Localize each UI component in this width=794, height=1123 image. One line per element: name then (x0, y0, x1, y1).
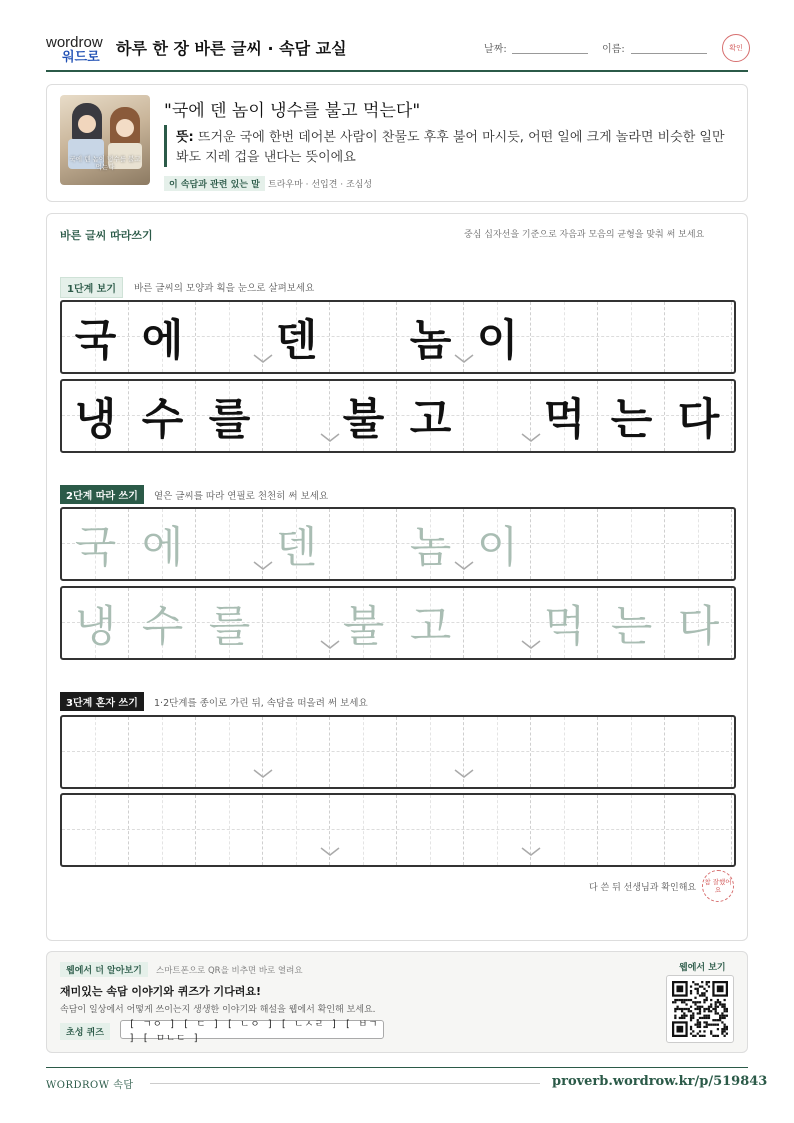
word-space-chevron-icon (320, 433, 340, 443)
practice-glyph: 에 (141, 522, 184, 573)
grid-cell[interactable] (330, 717, 397, 787)
proverb-title: "국에 덴 놈이 냉수를 불고 먹는다" (164, 101, 421, 121)
step2-badge: 2단계 따라 쓰기 (60, 485, 144, 504)
chosung-quiz: [ ㄱㅇ ] [ ㄷ ] [ ㄴㅇ ] [ ㄴㅅㄹ ] [ ㅂㄱ ] [ ㅁㄴㄷ ] (120, 1020, 384, 1039)
qr-hint: 스마트폰으로 QR을 비추면 바로 열려요 (156, 966, 303, 976)
grid-cell[interactable] (598, 509, 665, 579)
logo-korean: 워드로 (62, 50, 100, 65)
practice-glyph: 를 (208, 394, 251, 445)
footer-line (150, 1083, 540, 1084)
practice-glyph: 놈 (409, 315, 452, 366)
word-space-chevron-icon (320, 640, 340, 650)
grid-cell (598, 302, 665, 372)
grid-cell (665, 302, 732, 372)
name-field[interactable] (631, 53, 707, 54)
date-label: 날짜: (484, 44, 507, 55)
grid-cell[interactable] (531, 509, 598, 579)
practice-glyph: 수 (141, 601, 184, 652)
stamp-bottom-text: 참 잘했어요 (704, 878, 732, 894)
practice-glyph: 다 (677, 601, 720, 652)
grid-cell[interactable] (196, 795, 263, 865)
step1-badge: 1단계 보기 (60, 277, 123, 298)
step3-badge: 3단계 혼자 쓰기 (60, 692, 144, 711)
header-divider (46, 70, 748, 72)
step1-row-1 (60, 300, 736, 374)
practice-glyph: 고 (409, 601, 452, 652)
grid-cell[interactable] (397, 795, 464, 865)
grid-cell[interactable] (598, 795, 665, 865)
footer-url[interactable]: proverb.wordrow.kr/p/519843 (552, 1074, 768, 1089)
meaning-label: 뜻: (176, 130, 194, 145)
grid-cell[interactable] (62, 717, 129, 787)
web-headline: 재미있는 속담 이야기와 퀴즈가 기다려요! (60, 985, 261, 998)
web-more-badge: 웹에서 더 알아보기 (60, 962, 148, 977)
word-space-chevron-icon (454, 354, 474, 364)
good-job-stamp-icon (702, 870, 734, 902)
practice-glyph: 는 (610, 601, 653, 652)
practice-glyph: 불 (342, 394, 385, 445)
word-space-chevron-icon (521, 433, 541, 443)
grid-cell[interactable] (464, 717, 531, 787)
date-field[interactable] (512, 53, 588, 54)
step1-desc: 바른 글씨의 모양과 획을 눈으로 살펴보세요 (134, 283, 315, 294)
logo-text: wordrow (46, 34, 103, 51)
web-subtext: 속담이 일상에서 어떻게 쓰이는지 생생한 이야기와 해설을 웹에서 확인해 보세요. (60, 1005, 376, 1015)
grid-cell[interactable] (129, 795, 196, 865)
step2-desc: 옅은 글씨를 따라 연필로 천천히 써 보세요 (154, 491, 329, 502)
practice-glyph: 이 (476, 522, 519, 573)
practice-glyph: 이 (476, 315, 519, 366)
web-view-label: 웹에서 보기 (679, 963, 726, 973)
check-stamp-icon (722, 34, 750, 62)
step2-row-2[interactable] (60, 586, 736, 660)
meaning-accent-bar (164, 125, 167, 167)
word-space-chevron-icon (253, 561, 273, 571)
grid-cell (531, 302, 598, 372)
word-space-chevron-icon (454, 769, 474, 779)
grid-cell[interactable] (330, 509, 397, 579)
step3-row-1[interactable] (60, 715, 736, 789)
practice-note: 중심 십자선을 기준으로 자음과 모음의 균형을 맞춰 써 보세요 (464, 230, 705, 240)
practice-glyph: 놈 (409, 522, 452, 573)
grid-cell[interactable] (62, 795, 129, 865)
illustration-caption: 국에 덴 놈이 냉수를 불고 먹는다 (69, 155, 141, 171)
practice-glyph: 먹 (543, 601, 586, 652)
proverb-illustration (60, 95, 150, 185)
word-space-chevron-icon (253, 354, 273, 364)
wordrow-logo (46, 34, 110, 64)
practice-glyph: 에 (141, 315, 184, 366)
practice-glyph: 고 (409, 394, 452, 445)
practice-title: 바른 글씨 따라쓰기 (60, 229, 153, 242)
footer-divider (46, 1067, 748, 1068)
practice-glyph: 다 (677, 394, 720, 445)
practice-glyph: 는 (610, 394, 653, 445)
grid-cell[interactable] (665, 717, 732, 787)
practice-glyph: 덴 (275, 522, 318, 573)
word-space-chevron-icon (521, 847, 541, 857)
footer-brand: WORDROW 속담 (46, 1080, 134, 1091)
grid-cell[interactable] (665, 509, 732, 579)
qr-code-icon[interactable] (666, 975, 734, 1043)
grid-cell[interactable] (598, 717, 665, 787)
practice-glyph: 국 (74, 315, 117, 366)
practice-glyph: 냉 (74, 394, 117, 445)
practice-glyph: 국 (74, 522, 117, 573)
related-words-badge: 이 속담과 관련 있는 말 (164, 176, 265, 191)
word-space-chevron-icon (253, 769, 273, 779)
grid-cell[interactable] (330, 795, 397, 865)
name-label: 이름: (602, 44, 625, 55)
practice-glyph: 불 (342, 601, 385, 652)
grid-cell[interactable] (665, 795, 732, 865)
teacher-check-note: 다 쓴 뒤 선생님과 확인해요 (589, 883, 697, 893)
qr-code-image (672, 981, 728, 1037)
word-space-chevron-icon (454, 561, 474, 571)
stamp-top-text: 확인 (729, 44, 743, 52)
practice-glyph: 를 (208, 601, 251, 652)
step3-desc: 1·2단계를 종이로 가린 뒤, 속담을 떠올려 써 보세요 (154, 698, 368, 709)
page-title: 하루 한 장 바른 글씨 · 속담 교실 (116, 39, 347, 58)
quiz-label: 초성 퀴즈 (60, 1023, 110, 1040)
step1-row-2 (60, 379, 736, 453)
grid-cell[interactable] (129, 717, 196, 787)
grid-cell (330, 302, 397, 372)
practice-glyph: 냉 (74, 601, 117, 652)
grid-cell[interactable] (263, 717, 330, 787)
word-space-chevron-icon (521, 640, 541, 650)
related-words: 트라우마 · 선입견 · 조심성 (268, 180, 373, 190)
word-space-chevron-icon (320, 847, 340, 857)
grid-cell[interactable] (531, 795, 598, 865)
grid-cell[interactable] (531, 717, 598, 787)
practice-glyph: 덴 (275, 315, 318, 366)
step2-row-1[interactable] (60, 507, 736, 581)
practice-glyph: 수 (141, 394, 184, 445)
practice-glyph: 먹 (543, 394, 586, 445)
step3-row-2[interactable] (60, 793, 736, 867)
meaning-text: 뜨거운 국에 한번 데어본 사람이 찬물도 후후 불어 마시듯, 어떤 일에 크게 놀라면 비슷한 일만 봐도 지레 겁을 낸다는 뜻이에요 (176, 130, 725, 165)
proverb-meaning (176, 128, 736, 168)
